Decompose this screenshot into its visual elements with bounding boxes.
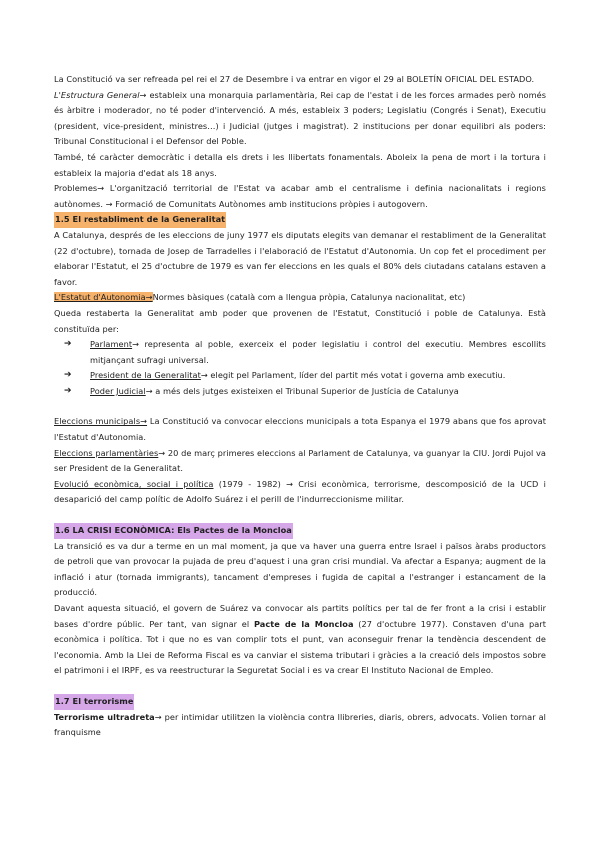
arrow-right-icon: ➔ [64, 385, 72, 396]
list-item-label: Poder Judicial [90, 385, 146, 396]
paragraph [54, 88, 546, 150]
term-terrorisme: Terrorisme ultradreta [54, 711, 155, 722]
paragraph [54, 710, 546, 741]
list-item [54, 337, 546, 368]
paragraph [54, 446, 546, 477]
section-heading-1-6 [54, 523, 546, 539]
list-item-text: → a més dels jutges existeixen el Tribunal Superior de Justícia de Catalunya [145, 385, 459, 396]
list-item-text: → elegit pel Parlament, líder del partit més votat i governa amb executiu. [200, 370, 506, 381]
institutions-list [54, 337, 546, 399]
list-item-label: President de la Generalitat [90, 370, 201, 381]
list-item [54, 368, 546, 384]
term-estructura: L'Estructura General [54, 89, 140, 100]
section-heading: 1.5 El restabliment de la Generalitat [54, 212, 226, 228]
paragraph: Queda restaberta la Generalitat amb poder que provenen de l'Estatut, Constitució i poble de Catalunya. Està constituïda per: [54, 307, 546, 334]
paragraph: La transició es va dur a terme en un mal moment, ja que va haver una guerra entre Israel i països àrabs productors de petroli que van provocar la pujada de preu d'aquest i una gran crisi mundial. Va afectar a Espanya; augment de la inflació i atur (tornada immigrants), tancament d'empreses i fugida de capital a l'estranger i estancament de la producció. [54, 540, 546, 598]
arrow-right-icon: ➔ [64, 339, 72, 350]
paragraph: També, té caràcter democràtic i detalla els drets i les llibertats fonamentals. Aboleix la pena de mort i la tortura i estableix la majoria d'edat als 18 anys. [54, 151, 546, 178]
spacer [54, 399, 546, 414]
term-parlamentaries: Eleccions parlamentàries [54, 447, 159, 458]
section-heading: 1.7 El terrorisme [54, 694, 134, 710]
paragraph [54, 477, 546, 508]
paragraph-text: (27 d'octubre 1977). Constaven d'una part econòmica i política. Tot i que no es van complir tots el punt, van aconseguir frenar la tendència descendent de l'economia. Amb la Llei de Reforma Fiscal es va canviar el sistema tributari i gràcies a la creació dels impostos sobre el patrimoni i el IRPF, es va reestructurar la Seguretat Social i es va crear El Instituto Nacional de Empleo. [54, 618, 546, 676]
term-definition: → per intimidar utilitzen la violència contra llibreries, diaris, obrers, advocats. Volien tornar al franquisme [54, 711, 546, 738]
paragraph [54, 601, 546, 679]
paragraph: A Catalunya, després de les eleccions de juny 1977 els diputats elegits van demanar el restabliment de la Generalitat (22 d'octubre), tornada de Josep de Tarradelles i l'elaboració de l'Estatut d'Autonomia. Un cop fet el procediment per elaborar l'Estatut, el 25 d'octubre de 1979 es van fer eleccions en les quals el 80% dels ciutadans catalans estaven a favor. [54, 229, 546, 287]
term-definition: La Constitució va convocar eleccions municipals a tota Espanya el 1979 abans que fos aprovat l'Estatut d'Autonomia. [54, 416, 546, 443]
section-heading-1-7 [54, 694, 546, 710]
spacer [54, 508, 546, 523]
term-estatut: L'Estatut d'Autonomia→ [54, 292, 153, 303]
paragraph: La Constitució va ser refreada pel rei el 27 de Desembre i va entrar en vigor el 29 al BOLETÍN OFICIAL DEL ESTADO. [54, 74, 535, 84]
list-item-label: Parlament [90, 339, 133, 350]
term-definition: → 20 de març primeres eleccions al Parlament de Catalunya, va guanyar la CIU. Jordi Pujol va ser President de la Generalitat. [54, 447, 546, 474]
term-definition: → estableix una monarquia parlamentària, Rei cap de l'estat i de les forces armades però només és àrbitre i moderador, no té poder d'intervenció. A més, estableix 3 poders; Legislatiu (Congrés i Senat), Executiu (president, vice-president, ministres…) i Judicial (jutges i magistrat). 2 institucions per donar equilibri als poders: Tribunal Constitucional i el Defensor del Poble. [54, 89, 547, 147]
term-definition: Normes bàsiques (català com a llengua pròpia, Catalunya nacionalitat, etc) [152, 292, 466, 303]
spacer [54, 679, 546, 694]
paragraph [54, 414, 546, 445]
term-evolucio: Evolució econòmica, social i política [54, 478, 214, 489]
term-municipals: Eleccions municipals→ [54, 416, 148, 427]
list-item-text: → representa al poble, exerceix el poder legislatiu i control del executiu. Membres escollits mitjançant sufragi universal. [90, 339, 546, 365]
section-heading: 1.6 LA CRISI ECONÒMICA: Els Pactes de la Moncloa [54, 523, 293, 539]
term-pacte: Pacte de la Moncloa [253, 618, 354, 629]
paragraph-text: Davant aquesta situació, el govern de Suárez va convocar als partits polítics per tal de fer front a la crisi i establir bases d'ordre públic. Per tant, van signar el [54, 603, 546, 629]
document-page [54, 72, 546, 741]
arrow-right-icon: ➔ [64, 370, 72, 381]
term-definition: (1979 - 1982) → Crisi econòmica, terrorisme, descomposició de la UCD i desaparició del camp polític de Adolfo Suárez i el perill de l'indurreccionisme militar. [54, 478, 546, 505]
paragraph [54, 290, 546, 306]
list-item [54, 384, 546, 400]
paragraph: Problemes→ L'organització territorial de l'Estat va acabar amb el centralisme i definia nacionalitats i regions autònomes. → Formació de Comunitats Autònomes amb institucions pròpies i autogovern. [54, 183, 546, 209]
section-heading-1-5 [54, 212, 546, 228]
